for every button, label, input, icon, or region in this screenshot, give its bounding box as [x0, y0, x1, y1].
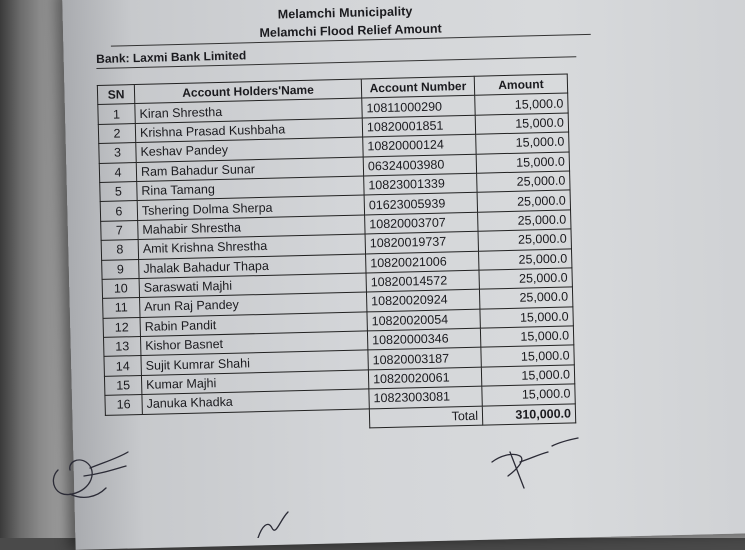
cell-name: Saraswati Majhi: [139, 273, 366, 298]
cell-account-number: 10820020061: [368, 367, 481, 389]
cell-amount: 25,000.0: [478, 248, 571, 270]
cell-sn: 6: [100, 201, 137, 221]
cell-amount: 15,000.0: [475, 93, 568, 115]
cell-sn: 13: [104, 337, 141, 357]
cell-account-number: 10823001339: [364, 173, 477, 195]
table-body: [98, 93, 575, 415]
cell-amount: 15,000.0: [481, 365, 574, 387]
cell-sn: 11: [103, 298, 140, 318]
cell-name: Rabin Pandit: [140, 312, 367, 337]
cell-amount: 15,000.0: [475, 113, 568, 135]
cell-account-number: 10820019737: [365, 231, 478, 253]
cell-sn: 4: [99, 162, 136, 182]
cell-name: Sujit Kumrar Shahi: [141, 350, 368, 375]
cell-sn: 9: [102, 259, 139, 279]
cell-name: Krishna Prasad Kushbaha: [135, 118, 362, 143]
cell-amount: 25,000.0: [477, 190, 570, 212]
cell-sn: 14: [104, 356, 141, 376]
cell-account-number: 10811000290: [362, 96, 475, 118]
cell-account-number: 10820000124: [363, 134, 476, 156]
cell-sn: 5: [100, 181, 137, 201]
cell-name: Jhalak Bahadur Thapa: [139, 253, 366, 278]
cell-account-number: 10820020054: [367, 309, 480, 331]
cell-amount: 25,000.0: [478, 229, 571, 251]
cell-sn: 16: [105, 395, 142, 415]
cell-sn: 3: [99, 143, 136, 163]
relief-table: [97, 73, 576, 434]
cell-amount: 15,000.0: [480, 326, 573, 348]
cell-name: Keshav Pandey: [136, 137, 363, 162]
cell-name: Januka Khadka: [142, 389, 369, 414]
cell-account-number: 10823003081: [369, 386, 482, 408]
column-header-name: Account Holders'Name: [134, 79, 361, 104]
document-subtitle: Melamchi Flood Relief Amount: [110, 16, 590, 47]
column-header-amount: Amount: [474, 74, 567, 96]
cell-account-number: 06324003980: [363, 154, 476, 176]
cell-account-number: 10820003187: [368, 348, 481, 370]
total-amount: 310,000.0: [482, 404, 575, 426]
cell-amount: 25,000.0: [477, 171, 570, 193]
cell-account-number: 01623005939: [364, 193, 477, 215]
cell-amount: 15,000.0: [482, 384, 575, 406]
cell-sn: 7: [101, 220, 138, 240]
cell-account-number: 10820003707: [365, 212, 478, 234]
cell-name: Mahabir Shrestha: [138, 215, 365, 240]
total-spacer: [105, 414, 142, 434]
cell-sn: 10: [102, 278, 139, 298]
cell-sn: 12: [103, 317, 140, 337]
cell-account-number: 10820020924: [366, 289, 479, 311]
cell-name: Ram Bahadur Sunar: [136, 157, 363, 182]
cell-amount: 25,000.0: [478, 210, 571, 232]
cell-sn: 15: [104, 375, 141, 395]
cell-account-number: 10820001851: [362, 115, 475, 137]
cell-account-number: 10820014572: [366, 270, 479, 292]
cell-amount: 25,000.0: [479, 268, 572, 290]
total-label: Total: [369, 406, 482, 428]
document-title: Melamchi Municipality: [277, 4, 413, 22]
cell-name: Rina Tamang: [137, 176, 364, 201]
cell-account-number: 10820000346: [367, 328, 480, 350]
cell-name: Amit Krishna Shrestha: [138, 234, 365, 259]
cell-sn: 2: [98, 123, 135, 143]
document: [95, 0, 605, 435]
bank-name: Bank: Laxmi Bank Limited: [96, 39, 576, 69]
cell-account-number: 10820021006: [366, 251, 479, 273]
cell-sn: 8: [101, 240, 138, 260]
column-header-account: Account Number: [361, 76, 474, 98]
cell-name: Kumar Majhi: [141, 370, 368, 395]
cell-sn: 1: [98, 104, 135, 124]
cell-name: Kiran Shrestha: [135, 98, 362, 123]
cell-amount: 15,000.0: [476, 132, 569, 154]
cell-amount: 15,000.0: [480, 307, 573, 329]
cell-amount: 15,000.0: [476, 152, 569, 174]
cell-amount: 15,000.0: [481, 345, 574, 367]
cell-name: Arun Raj Pandey: [140, 292, 367, 317]
cell-amount: 25,000.0: [479, 287, 572, 309]
cell-name: Tshering Dolma Sherpa: [137, 195, 364, 220]
column-header-sn: SN: [97, 85, 134, 105]
cell-name: Kishor Basnet: [140, 331, 367, 356]
